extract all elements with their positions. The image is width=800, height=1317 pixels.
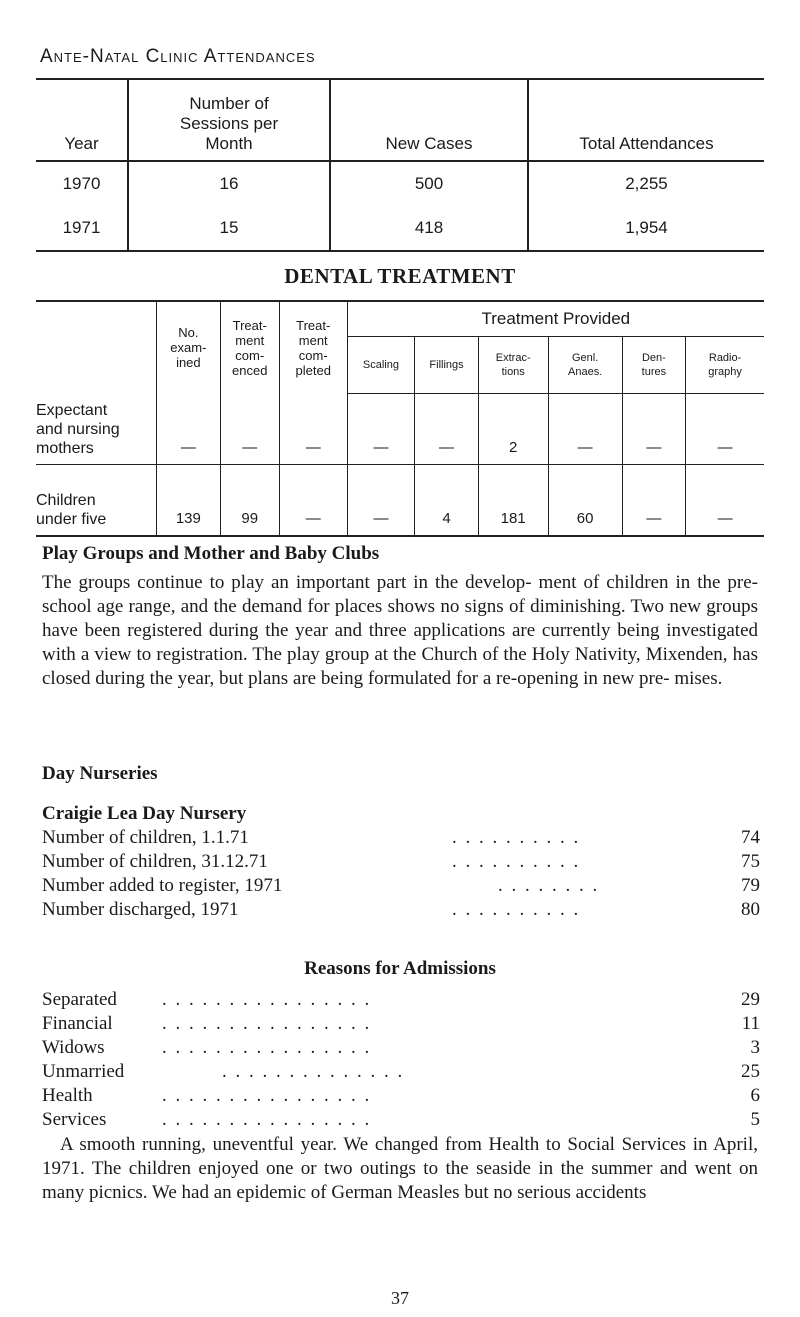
cell-value: — xyxy=(347,465,415,537)
header-extractions: Extrac- tions xyxy=(478,337,548,394)
dental-title: DENTAL TREATMENT xyxy=(284,264,516,288)
reason-label: Unmarried xyxy=(42,1061,125,1082)
leader-dots: . . . . . . . . . . . . . . . . xyxy=(162,1085,372,1106)
stat-label: Number of children, 31.12.71 xyxy=(42,851,268,872)
row-label-mothers: Expectant and nursing mothers xyxy=(36,301,157,465)
closing-paragraph: A smooth running, uneventful year. We changed from Health to Social Services in April, 1971. The children enjoyed one or two outings to the seaside in the summer and went on many picnics. We had an epidemic of German Measles but no serious accidents xyxy=(42,1134,758,1203)
cell-value: 4 xyxy=(415,465,478,537)
cell-value: — xyxy=(279,394,347,465)
cell-value: — xyxy=(686,465,764,537)
header-genl-anaes: Genl. Anaes. xyxy=(548,337,622,394)
stat-value: 79 xyxy=(741,875,760,896)
table-row xyxy=(36,465,764,537)
cell-sessions: 16 xyxy=(128,161,330,206)
header-treatment-provided: Treatment Provided xyxy=(347,301,764,337)
leader-dots: . . . . . . . . . . . . . . . . xyxy=(162,1013,372,1034)
attendance-table xyxy=(36,78,764,252)
leader-dots: . . . . . . . . . . . . . . xyxy=(222,1061,405,1082)
table-row xyxy=(36,206,764,251)
stat-value: 80 xyxy=(741,899,760,920)
cell-new-cases: 418 xyxy=(330,206,528,251)
cell-value: — xyxy=(279,465,347,537)
reason-value: 6 xyxy=(750,1085,760,1106)
cell-value: — xyxy=(220,394,279,465)
list-item xyxy=(42,899,760,923)
reason-value: 11 xyxy=(741,1013,760,1034)
list-item xyxy=(42,1013,760,1037)
reason-label: Services xyxy=(42,1109,107,1130)
stat-label: Number added to register, 1971 xyxy=(42,875,283,896)
header-radiography: Radio- graphy xyxy=(686,337,764,394)
list-item xyxy=(42,1037,760,1061)
list-item xyxy=(42,827,760,851)
leader-dots: . . . . . . . . xyxy=(498,875,600,896)
header-sessions: Number of Sessions per Month xyxy=(128,79,330,161)
cell-value: — xyxy=(686,394,764,465)
cell-value: — xyxy=(347,394,415,465)
header-fillings: Fillings xyxy=(415,337,478,394)
header-examined: No. exam- ined xyxy=(157,301,220,394)
header-completed: Treat- ment com- pleted xyxy=(279,301,347,394)
leader-dots: . . . . . . . . . . . . . . . . xyxy=(162,989,372,1010)
row-label-children: Children under five xyxy=(36,465,157,537)
play-groups-heading: Play Groups and Mother and Baby Clubs xyxy=(42,543,380,564)
reason-value: 5 xyxy=(750,1109,760,1130)
cell-value: — xyxy=(415,394,478,465)
reason-value: 3 xyxy=(750,1037,760,1058)
cell-new-cases: 500 xyxy=(330,161,528,206)
cell-value: 99 xyxy=(220,465,279,537)
reasons-heading: Reasons for Admissions xyxy=(304,958,496,979)
cell-value: — xyxy=(548,394,622,465)
cell-total: 1,954 xyxy=(528,206,764,251)
reason-label: Financial xyxy=(42,1013,113,1034)
leader-dots: . . . . . . . . . . xyxy=(452,899,581,920)
header-commenced: Treat- ment com- enced xyxy=(220,301,279,394)
cell-sessions: 15 xyxy=(128,206,330,251)
play-groups-paragraph: The groups continue to play an important part in the develop- ment of children in the pre-school age range, and the demand for places shows no signs of diminishing. Two new groups have been registered during the year and three applications are currently being investigated with a view to registration. The play group at the Church of the Holy Nativity, Mixenden, has closed during the year, but plans are being formulated for a re-opening in new pre- mises. xyxy=(42,572,758,689)
stat-value: 75 xyxy=(741,851,760,872)
dental-table xyxy=(36,300,764,537)
leader-dots: . . . . . . . . . . xyxy=(452,827,581,848)
header-year: Year xyxy=(36,79,128,161)
reason-label: Separated xyxy=(42,989,117,1010)
reason-label: Widows xyxy=(42,1037,105,1058)
header-scaling: Scaling xyxy=(347,337,415,394)
header-dentures: Den- tures xyxy=(622,337,685,394)
nursery-name: Craigie Lea Day Nursery xyxy=(42,803,247,824)
page-heading: Ante-Natal Clinic Attendances xyxy=(40,46,316,67)
list-item xyxy=(42,1085,760,1109)
cell-total: 2,255 xyxy=(528,161,764,206)
reason-label: Health xyxy=(42,1085,93,1106)
stat-value: 74 xyxy=(741,827,760,848)
table-row xyxy=(36,161,764,206)
cell-value: 60 xyxy=(548,465,622,537)
cell-value: 2 xyxy=(478,394,548,465)
header-new-cases: New Cases xyxy=(330,79,528,161)
cell-value: 181 xyxy=(478,465,548,537)
list-item xyxy=(42,1061,760,1085)
cell-value: — xyxy=(622,394,685,465)
cell-value: — xyxy=(622,465,685,537)
header-total-attendances: Total Attendances xyxy=(528,79,764,161)
list-item xyxy=(42,875,760,899)
page-number: 37 xyxy=(391,1288,409,1308)
reason-value: 29 xyxy=(741,989,760,1010)
list-item xyxy=(42,989,760,1013)
list-item xyxy=(42,851,760,875)
cell-year: 1971 xyxy=(36,206,128,251)
stat-label: Number of children, 1.1.71 xyxy=(42,827,249,848)
cell-value: 139 xyxy=(157,465,220,537)
reason-value: 25 xyxy=(741,1061,760,1082)
leader-dots: . . . . . . . . . . . . . . . . xyxy=(162,1037,372,1058)
leader-dots: . . . . . . . . . . xyxy=(452,851,581,872)
list-item xyxy=(42,1109,760,1133)
stat-label: Number discharged, 1971 xyxy=(42,899,239,920)
leader-dots: . . . . . . . . . . . . . . . . xyxy=(162,1109,372,1130)
cell-value: — xyxy=(157,394,220,465)
cell-year: 1970 xyxy=(62,174,101,193)
day-nurseries-heading: Day Nurseries xyxy=(42,763,158,784)
